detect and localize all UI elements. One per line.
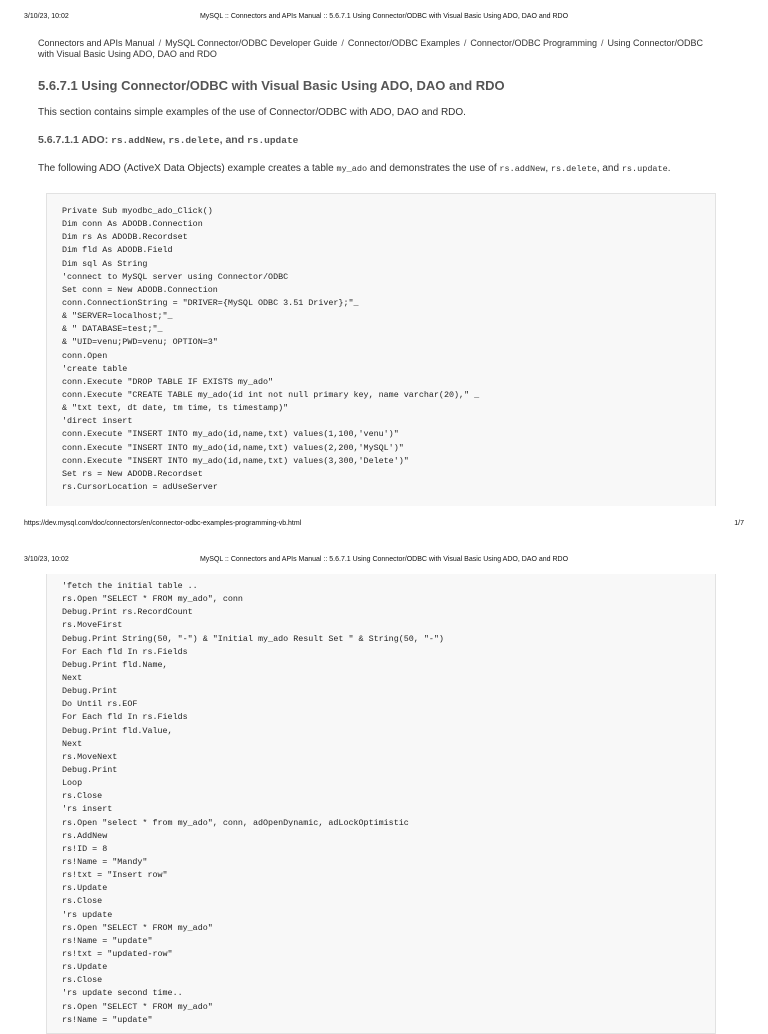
breadcrumb-separator: / xyxy=(158,38,162,48)
code-block[interactable] xyxy=(46,193,716,506)
code-line: rs.Close xyxy=(62,896,103,907)
print-footer xyxy=(24,519,744,529)
code-inline: rs.update xyxy=(621,164,668,174)
code-line: conn.Open xyxy=(62,350,108,361)
print-title: MySQL :: Connectors and APIs Manual :: 5.6.7.1 Using Connector/ODBC with Visual Basic Using ADO, DAO and RDO xyxy=(199,556,569,563)
code-line: & "SERVER=localhost;"_ xyxy=(62,311,173,322)
code-inline: rs.addNew xyxy=(111,135,163,146)
code-inline: my_ado xyxy=(336,164,368,174)
heading-separator: , xyxy=(162,134,169,146)
code-line: rs.MoveFirst xyxy=(62,620,123,631)
code-line: For Each fld In rs.Fields xyxy=(62,646,188,657)
code-line: 'fetch the initial table .. xyxy=(62,581,198,591)
code-line: 'create table xyxy=(62,363,128,374)
code-line: rs.Close xyxy=(62,975,103,986)
code-line: 'rs update xyxy=(62,909,113,920)
code-line: rs.Update xyxy=(62,883,108,894)
code-line: rs.Open "SELECT * FROM my_ado" xyxy=(62,922,213,933)
lead-text: The following ADO (ActiveX Data Objects) example creates a table xyxy=(38,163,337,174)
section-heading-prefix: 5.6.7.1.1 ADO: xyxy=(38,134,112,146)
lead-end: . xyxy=(667,163,671,174)
heading-separator: , and xyxy=(219,134,248,146)
code-inline: rs.addNew xyxy=(499,164,546,174)
code-line: Next xyxy=(62,738,83,749)
breadcrumb-separator: / xyxy=(463,38,467,48)
code-line: & " DATABASE=test;"_ xyxy=(62,324,163,335)
code-line: Next xyxy=(62,672,83,683)
code-line: rs.CursorLocation = adUseServer xyxy=(62,481,218,492)
breadcrumb xyxy=(38,38,720,60)
print-datetime: 3/10/23, 10:02 xyxy=(24,556,69,563)
code-line: Set rs = New ADODB.Recordset xyxy=(62,468,203,479)
code-line: conn.ConnectionString = "DRIVER={MySQL ODBC 3.51 Driver};"_ xyxy=(62,297,359,308)
code-listing xyxy=(62,580,444,1027)
code-line: Debug.Print fld.Name, xyxy=(62,659,168,670)
print-page-number: 1/7 xyxy=(734,520,744,527)
code-inline: rs.delete xyxy=(168,135,220,146)
code-line: Debug.Print xyxy=(62,686,118,697)
code-block-continued[interactable] xyxy=(46,574,716,1034)
lead-separator: , and xyxy=(596,163,622,174)
code-line: For Each fld In rs.Fields xyxy=(62,712,188,723)
code-line: Dim conn As ADODB.Connection xyxy=(62,219,203,230)
section-heading xyxy=(38,134,298,146)
code-line: 'rs update second time.. xyxy=(62,988,183,999)
code-line: 'rs insert xyxy=(62,804,113,815)
code-line: conn.Execute "CREATE TABLE my_ado(id int not null primary key, name varchar(20)," _ xyxy=(62,389,480,400)
code-line: rs!Name = "Mandy" xyxy=(62,856,148,867)
code-line: conn.Execute "INSERT INTO my_ado(id,name,txt) values(2,200,'MySQL')" xyxy=(62,442,404,453)
code-line: Debug.Print fld.Value, xyxy=(62,725,173,736)
intro-paragraph: This section contains simple examples of the use of Connector/ODBC with ADO, DAO and RDO. xyxy=(38,107,466,118)
print-datetime: 3/10/23, 10:02 xyxy=(24,13,69,20)
breadcrumb-separator: / xyxy=(600,38,604,48)
breadcrumb-item[interactable]: Connector/ODBC Programming xyxy=(470,38,597,48)
code-line: rs!ID = 8 xyxy=(62,843,108,854)
code-line: rs.Update xyxy=(62,962,108,973)
lead-paragraph xyxy=(38,163,671,174)
code-line: Set conn = New ADODB.Connection xyxy=(62,284,218,295)
print-header xyxy=(24,12,744,22)
lead-separator: , xyxy=(545,163,551,174)
code-line: rs!Name = "update" xyxy=(62,935,153,946)
code-line: 'connect to MySQL server using Connector/ODBC xyxy=(62,271,289,282)
page-title: 5.6.7.1 Using Connector/ODBC with Visual Basic Using ADO, DAO and RDO xyxy=(38,78,505,93)
breadcrumb-item[interactable]: Connector/ODBC Examples xyxy=(347,38,460,48)
code-line: conn.Execute "INSERT INTO my_ado(id,name,txt) values(3,300,'Delete')" xyxy=(62,455,409,466)
code-line: Dim rs As ADODB.Recordset xyxy=(62,232,188,243)
breadcrumb-separator: / xyxy=(341,38,344,48)
breadcrumb-item[interactable]: Connectors and APIs Manual xyxy=(38,38,155,48)
print-title: MySQL :: Connectors and APIs Manual :: 5.6.7.1 Using Connector/ODBC with Visual Basic Using ADO, DAO and RDO xyxy=(199,13,569,20)
code-line: rs.AddNew xyxy=(62,830,108,841)
code-line: Debug.Print rs.RecordCount xyxy=(62,607,193,618)
code-line: & "UID=venu;PWD=venu; OPTION=3" xyxy=(62,337,218,348)
code-line: rs.Open "SELECT * FROM my_ado", conn xyxy=(62,594,243,605)
code-line: Debug.Print String(50, "-") & "Initial my_ado Result Set " & String(50, "-") xyxy=(62,633,444,644)
code-line: rs!txt = "Insert row" xyxy=(62,870,168,881)
breadcrumb-item[interactable]: MySQL Connector/ODBC Developer Guide xyxy=(165,38,338,48)
code-line: rs.Close xyxy=(62,791,103,802)
code-line: rs.MoveNext xyxy=(62,751,118,762)
code-line: Loop xyxy=(62,778,83,789)
code-line: Dim fld As ADODB.Field xyxy=(62,245,173,256)
breadcrumb-item[interactable]: Using Connector/ODBC with Visual Basic Using ADO, DAO and RDO xyxy=(38,38,704,59)
code-line: rs!txt = "updated-row" xyxy=(62,948,173,959)
code-listing xyxy=(62,205,479,494)
lead-text: and demonstrates the use of xyxy=(367,163,500,174)
code-inline: rs.delete xyxy=(550,164,597,174)
code-line: rs.Open "select * from my_ado", conn, adOpenDynamic, adLockOptimistic xyxy=(62,817,409,828)
code-line: rs!Name = "update" xyxy=(62,1014,153,1025)
code-line: & "txt text, dt date, tm time, ts timestamp)" xyxy=(62,403,289,414)
code-line: Private Sub myodbc_ado_Click() xyxy=(62,206,213,216)
code-line: rs.Open "SELECT * FROM my_ado" xyxy=(62,1001,213,1012)
print-header xyxy=(24,555,744,565)
code-line: 'direct insert xyxy=(62,416,133,427)
code-line: Do Until rs.EOF xyxy=(62,699,138,710)
code-line: Dim sql As String xyxy=(62,258,148,269)
code-line: Debug.Print xyxy=(62,764,118,775)
print-url: https://dev.mysql.com/doc/connectors/en/connector-odbc-examples-programming-vb.html xyxy=(24,520,302,527)
code-line: conn.Execute "INSERT INTO my_ado(id,name,txt) values(1,100,'venu')" xyxy=(62,429,399,440)
code-inline: rs.update xyxy=(247,135,299,146)
code-line: conn.Execute "DROP TABLE IF EXISTS my_ado" xyxy=(62,376,274,387)
